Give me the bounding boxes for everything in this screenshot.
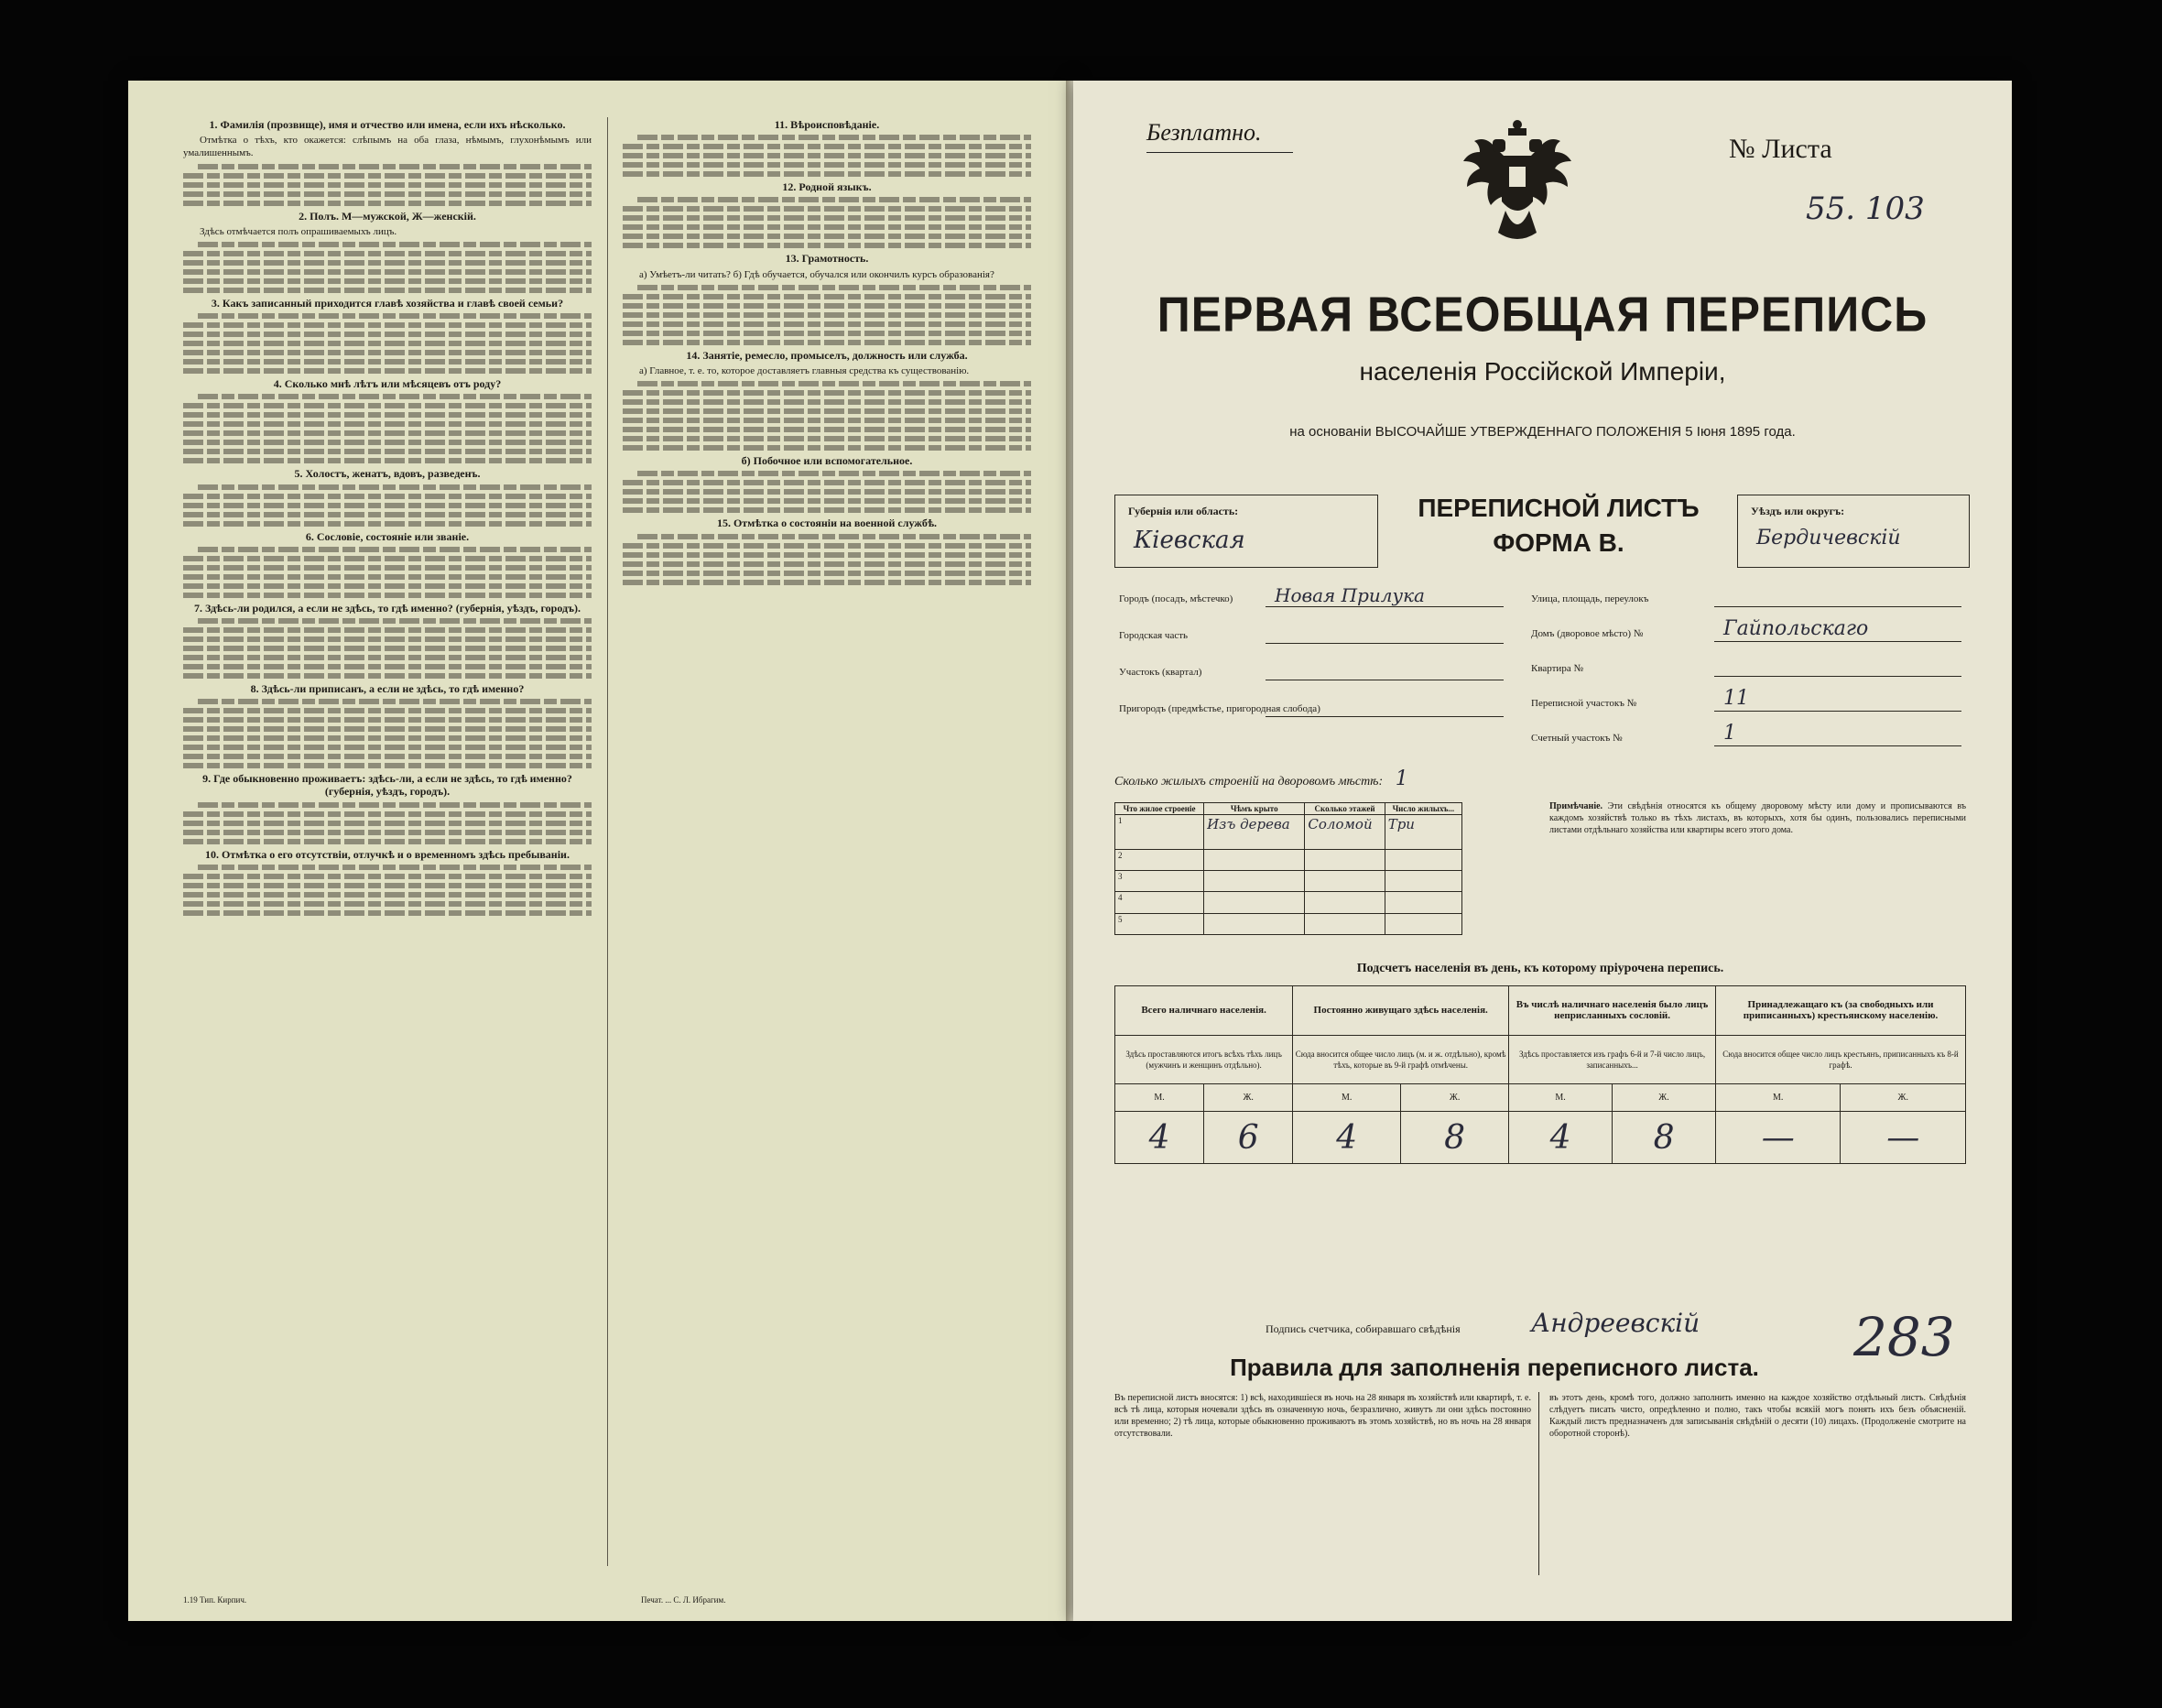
illegible-text-line [637, 471, 1031, 476]
address-label: Квартира № [1531, 663, 1583, 674]
illegible-text-line [183, 341, 592, 346]
illegible-text-line [623, 580, 1031, 585]
buildings-cell[interactable]: 2 [1115, 849, 1204, 870]
buildings-cell[interactable] [1385, 871, 1461, 892]
free-label: Безплатно. [1146, 119, 1262, 146]
rules-title: Правила для заполненія переписного листа. [1230, 1354, 1759, 1381]
illegible-text-line [198, 699, 592, 704]
illegible-text-line [623, 234, 1031, 239]
form-title-line-1: ПЕРЕПИСНОЙ ЛИСТЪ [1418, 494, 1700, 522]
illegible-text-line [637, 135, 1031, 140]
illegible-text-line [183, 874, 592, 879]
count-description: Здѣсь проставляется изъ графъ 6-й и 7-й число лицъ, записанныхъ... [1509, 1035, 1716, 1084]
instruction-text: Здѣсь отмѣчается полъ опрашиваемыхъ лицъ. [200, 225, 397, 237]
buildings-cell[interactable] [1385, 913, 1461, 934]
instruction-heading: 3. Какъ записанный приходится главѣ хозяйства и главѣ своей семьи? [211, 297, 564, 310]
illegible-text-line [623, 489, 1031, 495]
count-value[interactable]: 6 [1204, 1112, 1293, 1164]
illegible-text-line [623, 408, 1031, 414]
illegible-text-line [183, 269, 592, 275]
legal-basis: на основаніи ВЫСОЧАЙШЕ УТВЕРЖДЕННАГО ПОЛОЖЕНІЯ 5 Іюня 1895 года. [1289, 424, 1796, 440]
illegible-text-line [183, 754, 592, 759]
address-label: Переписной участокъ № [1531, 698, 1637, 709]
illegible-text-line [183, 664, 592, 669]
illegible-text-line [623, 171, 1031, 177]
sex-label: Ж. [1841, 1084, 1966, 1112]
illegible-text-line [183, 655, 592, 660]
instruction-heading: 1. Фамилія (прозвище), имя и отчество или имена, если ихъ нѣсколько. [209, 118, 566, 131]
population-count-title: Подсчетъ населенія въ день, къ которому пріурочена перепись. [1356, 962, 1724, 975]
address-value: 1 [1723, 722, 1736, 745]
buildings-table [1114, 802, 1462, 935]
illegible-text-line [183, 627, 592, 633]
buildings-header: Что жилое строеніе [1115, 803, 1204, 815]
instruction-heading: 12. Родной языкъ. [782, 180, 872, 194]
instruction-heading: 8. Здѣсь-ли приписанъ, а если не здѣсь, то гдѣ именно? [250, 682, 525, 696]
instruction-text: а) Умѣетъ-ли читать? б) Гдѣ обучается, обучался или окончилъ курсъ образованія? [639, 268, 994, 280]
buildings-header: Сколько этажей [1305, 803, 1385, 815]
count-value[interactable]: — [1716, 1112, 1841, 1164]
count-value[interactable]: — [1841, 1112, 1966, 1164]
illegible-text-line [183, 332, 592, 337]
sex-label: М. [1716, 1084, 1841, 1112]
buildings-cell[interactable]: 4 [1115, 892, 1204, 913]
table-row [1115, 892, 1462, 913]
illegible-text-line [183, 636, 592, 642]
population-count-table [1114, 985, 1966, 1164]
instruction-heading: б) Побочное или вспомогательное. [741, 454, 913, 468]
illegible-text-line [183, 556, 592, 561]
illegible-text-line [623, 436, 1031, 441]
sheet-number-handwritten: 55. 103 [1806, 190, 1925, 227]
address-field[interactable] [1714, 676, 1961, 677]
rules-text-b: въ этотъ день, кромѣ того, должно заполнить именно на каждое хозяйство отдѣльный листъ. Свѣдѣнія слѣдуетъ писать чисто, опредѣленно и полно, такъ чтобы всякій могъ понять ихъ безъ объясненій. Каждый листъ предназначенъ для записыванія свѣдѣній о десяти (10) лицахъ. (Продолженіе смотрите на оборотной сторонѣ). [1549, 1393, 1966, 1439]
illegible-text-line [623, 480, 1031, 485]
illegible-text-line [183, 260, 592, 266]
free-label-underline [1146, 152, 1293, 153]
count-description: Сюда вносится общее число лицъ (м. и ж. отдѣльно), кромѣ тѣхъ, которые въ 9-й графѣ отмѣчены. [1293, 1035, 1509, 1084]
sex-label: М. [1509, 1084, 1613, 1112]
instruction-heading: 13. Грамотность. [785, 252, 869, 266]
count-value[interactable]: 8 [1613, 1112, 1716, 1164]
instruction-heading: 10. Отмѣтка о его отсутствіи, отлучкѣ и о временномъ здѣсь пребываніи. [205, 847, 570, 861]
count-header: Постоянно живущаго здѣсь населенія. [1293, 986, 1509, 1036]
illegible-text-line [183, 839, 592, 844]
column-divider [607, 117, 608, 1566]
buildings-count [1114, 767, 1408, 790]
illegible-text-line [183, 412, 592, 418]
sheet-number-label: № Листа [1729, 134, 1832, 164]
illegible-text-line [623, 312, 1031, 318]
illegible-text-line [183, 368, 592, 374]
count-description: Здѣсь проставляются итогъ всѣхъ тѣхъ лицъ (мужчинъ и женщинъ отдѣльно). [1115, 1035, 1293, 1084]
form-title-line-2: ФОРМА В. [1493, 528, 1624, 557]
illegible-text-line [183, 322, 592, 328]
illegible-text-line [183, 449, 592, 454]
buildings-cell[interactable]: Соломой [1305, 815, 1385, 850]
buildings-cell[interactable] [1305, 871, 1385, 892]
buildings-cell[interactable] [1204, 871, 1305, 892]
sex-label: Ж. [1401, 1084, 1509, 1112]
instruction-heading: 9. Где обыкновенно проживаетъ: здѣсь-ли, а если не здѣсь, то гдѣ именно? (губернія, уѣздъ, городъ). [202, 772, 572, 799]
buildings-header: Число жилыхъ... [1385, 803, 1461, 815]
illegible-text-line [198, 547, 592, 552]
illegible-text-line [623, 571, 1031, 576]
illegible-text-line [183, 574, 592, 580]
illegible-text-line [183, 430, 592, 436]
illegible-text-line [623, 162, 1031, 168]
buildings-cell[interactable] [1204, 892, 1305, 913]
buildings-cell[interactable] [1204, 849, 1305, 870]
gubernia-label: Губернія или область: [1128, 505, 1239, 517]
address-label: Счетный участокъ № [1531, 733, 1623, 744]
instruction-heading: 14. Занятіе, ремесло, промыселъ, должность или служба. [686, 348, 968, 362]
footer-left: 1.19 Тип. Кирпич. [183, 1595, 247, 1605]
address-value: Гайпольскаго [1723, 617, 1869, 640]
instruction-heading: 5. Холостъ, женатъ, вдовъ, разведенъ. [294, 467, 481, 481]
note-text: Эти свѣдѣнія относятся къ общему дворовому мѣсту или дому и прописываются въ каждомъ хозяйствѣ только въ тѣхъ листахъ, въ которыхъ, хотя бы одинъ, пользовались переписными листами отдѣльнаго хозяйства или квартиры всего этого дома. [1549, 801, 1966, 835]
left-instruction-page [128, 81, 1073, 1621]
count-header: Принадлежащаго къ (за свободныхъ или приписанныхъ) крестьянскому населенію. [1716, 986, 1966, 1036]
uezd-field[interactable] [1737, 495, 1970, 568]
illegible-text-line [183, 173, 592, 179]
illegible-text-line [623, 552, 1031, 558]
uezd-value: Бердичевскій [1756, 527, 1901, 549]
table-row [1115, 871, 1462, 892]
illegible-text-line [183, 735, 592, 741]
illegible-text-line [183, 763, 592, 768]
illegible-text-line [183, 646, 592, 651]
sex-label: Ж. [1613, 1084, 1716, 1112]
rules-text-a: Въ переписной листъ вносятся: 1) всѣ, находившіеся въ ночь на 28 января въ хозяйствѣ или квартирѣ, т. е. всѣ тѣ лица, которыя ночевали здѣсь въ означенную ночь, безразлично, живутъ ли они здѣсь постоянно или временно; 2) тѣ лица, которые обыкновенно проживаютъ въ этомъ хозяйствѣ, но въ ночь на 28 января отсутствовали. [1114, 1393, 1531, 1439]
count-description: Сюда вносится общее число лицъ крестьянъ, приписанныхъ къ 8-й графѣ. [1716, 1035, 1966, 1084]
illegible-text-line [183, 583, 592, 589]
illegible-text-line [183, 288, 592, 293]
instruction-heading: 6. Сословіе, состояніе или званіе. [305, 529, 470, 543]
illegible-text-line [198, 164, 592, 169]
illegible-text-line [198, 802, 592, 808]
illegible-text-line [637, 197, 1031, 202]
illegible-text-line [183, 458, 592, 463]
note-block [1549, 800, 1966, 836]
address-field[interactable] [1714, 711, 1961, 712]
footer-right: Печат. ... С. Л. Ибрагим. [641, 1595, 726, 1605]
illegible-text-line [623, 498, 1031, 504]
enumerator-signature: Андреевскій [1531, 1308, 1700, 1338]
illegible-text-line [183, 191, 592, 197]
illegible-text-line [183, 892, 592, 898]
illegible-text-line [623, 427, 1031, 432]
illegible-text-line [183, 201, 592, 206]
sex-label: М. [1293, 1084, 1401, 1112]
illegible-text-line [637, 534, 1031, 539]
address-label: Домъ (дворовое мѣсто) № [1531, 628, 1644, 639]
buildings-cell[interactable] [1305, 849, 1385, 870]
illegible-text-line [183, 821, 592, 826]
illegible-text-line [623, 215, 1031, 221]
address-field[interactable] [1266, 716, 1504, 717]
illegible-text-line [623, 153, 1031, 158]
instructions-column-a [183, 115, 592, 1575]
address-field[interactable] [1714, 606, 1961, 607]
count-header: Въ числѣ наличнаго населенія было лицъ неприсланныхъ сословій. [1509, 986, 1716, 1036]
address-label: Городская часть [1119, 630, 1189, 641]
enumerator-signature-label: Подпись счетчика, собиравшаго свѣдѣнія [1266, 1322, 1461, 1335]
form-type-title [1385, 491, 1733, 560]
illegible-text-line [623, 321, 1031, 327]
address-field[interactable] [1714, 745, 1961, 746]
buildings-cell[interactable]: 1 [1115, 815, 1204, 850]
illegible-text-line [183, 708, 592, 713]
illegible-text-line [183, 359, 592, 364]
illegible-text-line [183, 745, 592, 750]
address-field[interactable] [1266, 643, 1504, 644]
buildings-cell[interactable]: Изъ дерева [1204, 815, 1305, 850]
form-subtitle: населенія Россійской Имперіи, [1359, 357, 1726, 386]
illegible-text-line [623, 507, 1031, 513]
illegible-text-line [623, 144, 1031, 149]
instructions-column-b [623, 115, 1031, 1575]
illegible-text-line [623, 399, 1031, 405]
illegible-text-line [183, 494, 592, 499]
buildings-cell[interactable]: Три [1385, 815, 1461, 850]
illegible-text-line [198, 394, 592, 399]
illegible-text-line [183, 251, 592, 256]
buildings-cell[interactable] [1385, 849, 1461, 870]
illegible-text-line [183, 565, 592, 571]
instruction-heading: 15. Отмѣтка о состояніи на военной службѣ. [716, 517, 938, 530]
illegible-text-line [198, 618, 592, 624]
address-label: Городъ (посадъ, мѣстечко) [1119, 593, 1233, 604]
count-value[interactable]: 4 [1509, 1112, 1613, 1164]
buildings-cell[interactable] [1305, 913, 1385, 934]
address-field[interactable] [1266, 606, 1504, 607]
illegible-text-line [623, 390, 1031, 396]
illegible-text-line [183, 830, 592, 835]
illegible-text-line [198, 865, 592, 870]
illegible-text-line [183, 182, 592, 188]
address-label: Участокъ (квартал) [1119, 667, 1202, 678]
illegible-text-line [198, 313, 592, 319]
double-headed-eagle-emblem-icon [1458, 119, 1577, 256]
rules-divider [1538, 1392, 1539, 1575]
gubernia-field[interactable] [1114, 495, 1378, 568]
table-row [1115, 849, 1462, 870]
illegible-text-line [637, 381, 1031, 386]
buildings-cell[interactable]: 5 [1115, 913, 1204, 934]
instruction-text: а) Главное, т. е. то, которое доставляетъ главныя средства къ существованію. [639, 365, 970, 377]
illegible-text-line [183, 811, 592, 817]
illegible-text-line [623, 418, 1031, 423]
illegible-text-line [623, 331, 1031, 336]
address-field[interactable] [1714, 641, 1961, 642]
illegible-text-line [623, 224, 1031, 230]
buildings-cell[interactable] [1305, 892, 1385, 913]
illegible-text-line [183, 512, 592, 517]
illegible-text-line [183, 440, 592, 445]
instruction-heading: 4. Сколько мнѣ лѣтъ или мѣсяцевъ отъ роду? [273, 377, 502, 391]
buildings-cell[interactable] [1204, 913, 1305, 934]
illegible-text-line [198, 242, 592, 247]
buildings-value: 1 [1395, 767, 1408, 790]
buildings-cell[interactable] [1385, 892, 1461, 913]
illegible-text-line [623, 445, 1031, 451]
illegible-text-line [183, 278, 592, 284]
note-label: Примѣчаніе. [1549, 801, 1603, 811]
illegible-text-line [183, 726, 592, 732]
count-value[interactable]: 4 [1115, 1112, 1204, 1164]
census-form-page [1073, 81, 2012, 1621]
gubernia-value: Кіевская [1134, 527, 1245, 554]
address-value: 11 [1723, 687, 1749, 710]
instruction-text: Отмѣтка о тѣхъ, кто окажется: слѣпымъ на оба глаза, нѣмымъ, глухонѣмымъ или умалишеннымъ. [183, 135, 592, 159]
illegible-text-line [183, 673, 592, 679]
illegible-text-line [637, 285, 1031, 290]
count-value[interactable]: 4 [1293, 1112, 1401, 1164]
address-value: Новая Прилука [1275, 584, 1425, 606]
illegible-text-line [183, 717, 592, 723]
buildings-cell[interactable]: 3 [1115, 871, 1204, 892]
illegible-text-line [623, 294, 1031, 299]
sex-label: М. [1115, 1084, 1204, 1112]
illegible-text-line [623, 243, 1031, 248]
illegible-text-line [183, 421, 592, 427]
illegible-text-line [183, 403, 592, 408]
uezd-label: Уѣздъ или округъ: [1751, 505, 1845, 517]
illegible-text-line [183, 521, 592, 527]
illegible-text-line [623, 561, 1031, 567]
illegible-text-line [183, 883, 592, 888]
address-label: Улица, площадь, переулокъ [1531, 593, 1649, 604]
instruction-heading: 11. Вѣроисповѣданіе. [774, 118, 880, 131]
handwritten-record-number: 283 [1853, 1306, 1955, 1368]
instruction-heading: 7. Здѣсь-ли родился, а если не здѣсь, то гдѣ именно? (губернія, уѣздъ, городъ). [193, 601, 581, 615]
illegible-text-line [623, 543, 1031, 549]
illegible-text-line [198, 484, 592, 490]
illegible-text-line [183, 503, 592, 508]
address-label: Пригородъ (предмѣстье, пригородная слобода) [1119, 703, 1320, 714]
count-header: Всего наличнаго населенія. [1115, 986, 1293, 1036]
form-main-title: ПЕРВАЯ ВСЕОБЩАЯ ПЕРЕПИСЬ [1157, 286, 1928, 343]
illegible-text-line [623, 340, 1031, 345]
illegible-text-line [183, 593, 592, 598]
instruction-heading: 2. Полъ. М—мужской, Ж—женскій. [299, 209, 476, 223]
count-value[interactable]: 8 [1401, 1112, 1509, 1164]
illegible-text-line [183, 901, 592, 907]
buildings-label: Сколько жилыхъ строеній на дворовомъ мѣстѣ: [1114, 775, 1384, 789]
sex-label: Ж. [1204, 1084, 1293, 1112]
illegible-text-line [623, 303, 1031, 309]
buildings-header: Чѣмъ крыто [1204, 803, 1305, 815]
table-row [1115, 913, 1462, 934]
illegible-text-line [183, 350, 592, 355]
illegible-text-line [623, 206, 1031, 212]
illegible-text-line [183, 910, 592, 916]
table-row [1115, 815, 1462, 850]
